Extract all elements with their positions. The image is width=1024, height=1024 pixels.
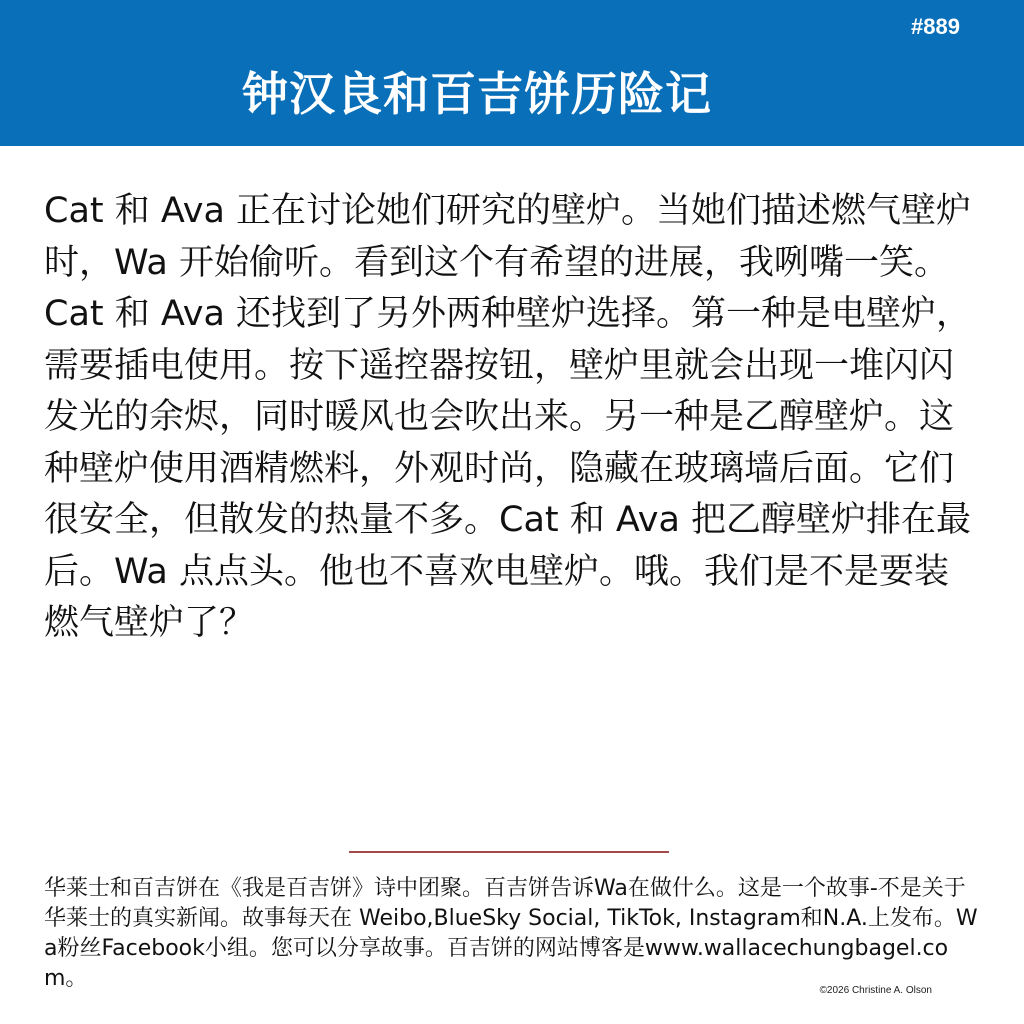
issue-number: #889: [911, 14, 960, 39]
header-bar: [0, 0, 1024, 146]
footer-note: 华莱士和百吉饼在《我是百吉饼》诗中团聚。百吉饼告诉Wa在做什么。这是一个故事-不是关于华莱士的真实新闻。故事每天在 Weibo,BlueSky Social, TikTok, Instagram和N.A.上发布。Wa粉丝Facebook小组。您可以分享故事。百吉饼的网站博客是www.wallacechungbagel.com。: [44, 876, 978, 991]
page-title: 钟汉良和百吉饼历险记: [242, 67, 712, 121]
copyright-notice: ©2026 Christine A. Olson: [819, 985, 932, 996]
story-text: Cat 和 Ava 正在讨论她们研究的壁炉。当她们描述燃气壁炉时，Wa 开始偷听。看到这个有希望的进展，我咧嘴一笑。Cat 和 Ava 还找到了另外两种壁炉选择。第一种是电壁炉，需要插电使用。按下遥控器按钮，壁炉里就会出现一堆闪闪发光的余烬，同时暖风也会吹出来。另一种是乙醇壁炉。这种壁炉使用酒精燃料，外观时尚，隐藏在玻璃墙后面。它们很安全，但散发的热量不多。Cat 和 Ava 把乙醇壁炉排在最后。Wa 点点头。他也不喜欢电壁炉。哦。我们是不是要装燃气壁炉了？: [44, 191, 972, 643]
divider-line: [349, 851, 669, 853]
